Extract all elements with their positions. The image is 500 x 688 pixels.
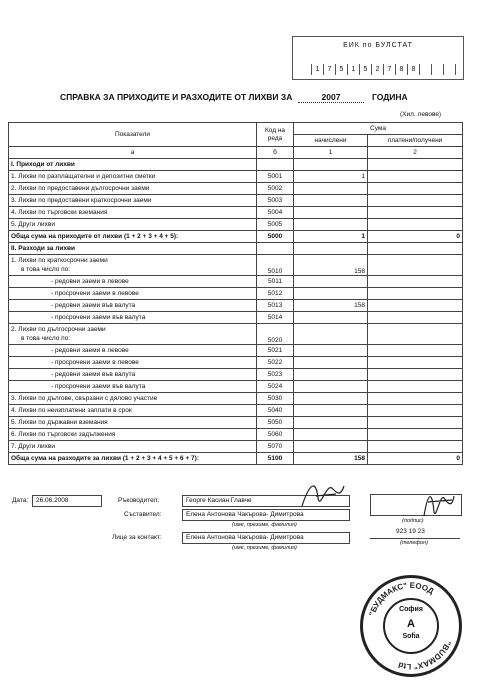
units-note: (Хил. левове) [400, 111, 442, 118]
row-indicator [9, 255, 257, 276]
row-code [257, 243, 294, 255]
table-row [9, 159, 463, 171]
row-indicator: - просрочени заеми в левове [9, 357, 257, 369]
row-indicator-line1: 2. Лихви по дългосрочни заеми [11, 326, 106, 333]
table-row [9, 207, 463, 219]
row-indicator-line1: 1. Лихви по краткосрочни заеми [11, 257, 108, 264]
row-code [257, 159, 294, 171]
row-indicator: - редовни заеми във валута [9, 369, 257, 381]
row-code: 5100 [257, 453, 294, 465]
header-accrued: начислени [294, 135, 368, 147]
interest-table [8, 122, 463, 465]
row-code: 5001 [257, 171, 294, 183]
stamp-inner-ring [383, 598, 439, 654]
row-indicator-line2: в това число по: [21, 266, 71, 273]
row-indicator: - просрочени заеми във валута [9, 381, 257, 393]
row-indicator: 3. Лихви по предоставени краткосрочни заеми [9, 195, 257, 207]
row-accrued [294, 312, 368, 324]
table-row [9, 381, 463, 393]
row-accrued [294, 441, 368, 453]
row-indicator: 4. Лихви по неизплатени заплати в срок [9, 405, 257, 417]
header-paid: платени/получени [368, 135, 463, 147]
row-indicator: 4. Лихви по търговски вземания [9, 207, 257, 219]
contact-label: Лице за контакт: [112, 534, 162, 541]
table-row [9, 393, 463, 405]
table-row [9, 276, 463, 288]
row-paid [368, 171, 463, 183]
stamp-mark: A [407, 618, 415, 630]
row-paid [368, 369, 463, 381]
row-accrued [294, 276, 368, 288]
row-paid [368, 417, 463, 429]
date-field: 26.06.2008 [32, 495, 102, 507]
stamp-text-bottom: "BUDMAX" Ltd [397, 639, 453, 672]
table-row [9, 417, 463, 429]
row-accrued [294, 369, 368, 381]
header-code: Код на реда [257, 123, 294, 147]
table-row [9, 219, 463, 231]
row-accrued [294, 219, 368, 231]
row-accrued [294, 324, 368, 345]
phone-value: 923 19 23 [396, 528, 425, 535]
table-row [9, 441, 463, 453]
row-paid [368, 429, 463, 441]
row-code: 5024 [257, 381, 294, 393]
stamp-text-top: "БУДМАКС" ЕООД [367, 580, 436, 618]
row-code: 5003 [257, 195, 294, 207]
report-year: 2007 [298, 92, 364, 103]
eik-digit-cell: 8 [407, 64, 419, 75]
row-indicator: I. Приходи от лихви [9, 159, 257, 171]
row-paid [368, 300, 463, 312]
row-paid [368, 312, 463, 324]
row-accrued: 158 [294, 453, 368, 465]
manager-signature [296, 478, 348, 512]
row-accrued [294, 288, 368, 300]
header-indicators: Показатели [9, 123, 257, 147]
table-row [9, 312, 463, 324]
table-row [9, 405, 463, 417]
eik-digit-cell: 1 [347, 64, 359, 75]
row-accrued [294, 357, 368, 369]
row-indicator: 5. Лихви по държавни вземания [9, 417, 257, 429]
row-code: 5010 [257, 255, 294, 276]
row-paid [368, 219, 463, 231]
eik-digit-cell [419, 64, 431, 75]
row-code: 5012 [257, 288, 294, 300]
row-indicator: 6. Лихви по търговски задължения [9, 429, 257, 441]
header-sum: Сума [294, 123, 463, 135]
row-accrued [294, 195, 368, 207]
eik-digit-cell [431, 64, 443, 75]
row-paid [368, 381, 463, 393]
row-code: 5020 [257, 324, 294, 345]
row-accrued: 1 [294, 171, 368, 183]
eik-label: ЕИК по БУЛСТАТ [343, 42, 413, 49]
row-paid [368, 255, 463, 276]
row-accrued: 158 [294, 255, 368, 276]
eik-box [292, 36, 464, 80]
row-code: 5060 [257, 429, 294, 441]
row-indicator: II. Разходи за лихви [9, 243, 257, 255]
date-label: Дата: [12, 497, 29, 504]
contact-field: Елена Антонова Чакърова- Димитрова [182, 532, 350, 544]
row-accrued [294, 381, 368, 393]
document-title: СПРАВКА ЗА ПРИХОДИТЕ И РАЗХОДИТЕ ОТ ЛИХВИ ЗА [60, 92, 293, 102]
stamp-city-bg: София [399, 606, 423, 613]
table-row [9, 288, 463, 300]
row-code: 5030 [257, 393, 294, 405]
preparer-field: Елена Антонова Чакърова- Димитрова [182, 509, 350, 521]
row-indicator: 3. Лихви по дългове, свързани с дялово участие [9, 393, 257, 405]
row-paid [368, 207, 463, 219]
phone-hint: (телефон) [400, 540, 428, 546]
stamp-city-en: Sofia [402, 633, 420, 640]
row-indicator: 5. Други лихви [9, 219, 257, 231]
row-indicator: - редовни заеми във валута [9, 300, 257, 312]
header-col-1: 1 [294, 147, 368, 159]
row-accrued [294, 183, 368, 195]
row-indicator: 2. Лихви по предоставени дългосрочни заеми [9, 183, 257, 195]
header-col-a: а [9, 147, 257, 159]
manager-field: Георге Касиан Главче [182, 495, 350, 507]
row-paid: 0 [368, 453, 463, 465]
row-code: 5070 [257, 441, 294, 453]
row-paid [368, 357, 463, 369]
row-paid [368, 441, 463, 453]
row-code: 5004 [257, 207, 294, 219]
name-hint: (име, презиме, фамилия) [232, 522, 297, 528]
row-accrued: 1 [294, 231, 368, 243]
company-stamp [360, 575, 462, 677]
preparer-label: Съставител: [124, 511, 162, 518]
table-row [9, 255, 463, 276]
eik-digit-cell: 5 [359, 64, 371, 75]
preparer-signature [418, 486, 458, 522]
row-accrued [294, 429, 368, 441]
row-accrued [294, 345, 368, 357]
signature-hint: (подпис) [402, 518, 424, 524]
header-col-2: 2 [368, 147, 463, 159]
table-row [9, 171, 463, 183]
row-accrued: 158 [294, 300, 368, 312]
row-code: 5013 [257, 300, 294, 312]
eik-digit-cell: 1 [311, 64, 323, 75]
table-row [9, 324, 463, 345]
row-paid [368, 276, 463, 288]
row-paid [368, 183, 463, 195]
row-indicator: - просрочени заеми в левове [9, 288, 257, 300]
row-paid [368, 324, 463, 345]
row-indicator: 7. Други лихви [9, 441, 257, 453]
row-indicator [9, 324, 257, 345]
eik-digit-cell: 7 [383, 64, 395, 75]
row-code: 5000 [257, 231, 294, 243]
row-code: 5023 [257, 369, 294, 381]
row-code: 5005 [257, 219, 294, 231]
row-paid [368, 195, 463, 207]
row-paid: 0 [368, 231, 463, 243]
phone-line [370, 538, 460, 539]
table-row [9, 357, 463, 369]
row-indicator: - редовни заеми в левове [9, 276, 257, 288]
row-paid [368, 243, 463, 255]
row-accrued [294, 417, 368, 429]
table-row [9, 195, 463, 207]
contact-name-hint: (име, презиме, фамилия) [232, 545, 297, 551]
eik-digit-cell: 8 [395, 64, 407, 75]
row-indicator: Обща сума на приходите от лихви (1 + 2 + 3 + 4 + 5): [9, 231, 257, 243]
table-row [9, 183, 463, 195]
header-col-b: б [257, 147, 294, 159]
row-accrued [294, 393, 368, 405]
row-code: 5014 [257, 312, 294, 324]
row-paid [368, 405, 463, 417]
eik-digit-cell: 5 [335, 64, 347, 75]
table-row [9, 243, 463, 255]
row-indicator: - просрочени заеми във валута [9, 312, 257, 324]
row-paid [368, 393, 463, 405]
eik-digit-cell: 7 [323, 64, 335, 75]
row-code: 5021 [257, 345, 294, 357]
table-row [9, 345, 463, 357]
row-code: 5040 [257, 405, 294, 417]
row-accrued [294, 207, 368, 219]
row-code: 5011 [257, 276, 294, 288]
table-row [9, 300, 463, 312]
row-accrued [294, 159, 368, 171]
row-paid [368, 288, 463, 300]
row-accrued [294, 405, 368, 417]
row-paid [368, 345, 463, 357]
table-row [9, 369, 463, 381]
row-indicator: - редовни заеми в левове [9, 345, 257, 357]
row-accrued [294, 243, 368, 255]
table-row [9, 429, 463, 441]
row-indicator: Обща сума на разходите за лихви (1 + 2 + 3 + 4 + 5 + 6 + 7): [9, 453, 257, 465]
row-indicator-line2: в това число по: [21, 335, 71, 342]
eik-digit-cell: 2 [371, 64, 383, 75]
row-code: 5050 [257, 417, 294, 429]
eik-digit-cell [443, 64, 456, 75]
title-suffix: ГОДИНА [372, 92, 408, 102]
manager-label: Ръководител: [118, 497, 160, 504]
row-paid [368, 159, 463, 171]
row-indicator: 1. Лихви по разплащателни и депозитни сметки [9, 171, 257, 183]
table-row [9, 231, 463, 243]
table-row [9, 453, 463, 465]
eik-digits [311, 64, 456, 75]
row-code: 5002 [257, 183, 294, 195]
row-code: 5022 [257, 357, 294, 369]
